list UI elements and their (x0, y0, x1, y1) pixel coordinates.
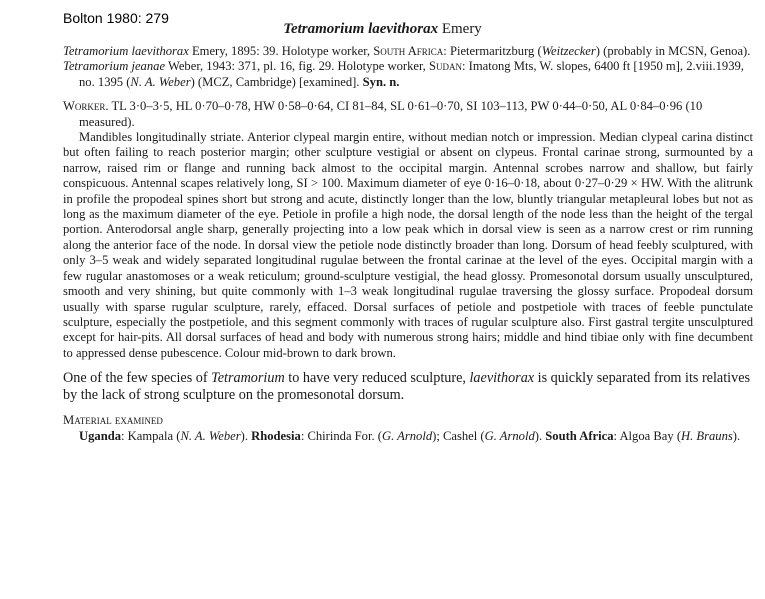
diagnosis-species: laevithorax (469, 370, 535, 387)
material-heading: Material examined (63, 413, 163, 428)
diagnosis-text: One of the few species of (63, 370, 212, 387)
synonym-text: Weber, 1943: 371, pl. 16, fig. 29. Holotype worker, (165, 59, 429, 74)
synonym-text: : Pietermaritzburg ( (443, 44, 542, 58)
species-heading (0, 21, 765, 38)
diagnosis-paragraph (63, 370, 753, 404)
synonym-name: Tetramorium jeanae (63, 59, 166, 74)
heading-author: Emery (438, 21, 482, 37)
synonym-text: ) (MCZ, Cambridge) [examined]. (190, 74, 363, 89)
synonym-status: Syn. n. (362, 74, 400, 89)
material-country: Uganda (79, 428, 121, 443)
material-text: : Chirinda For. ( (300, 428, 382, 443)
synonym-entry (63, 44, 753, 59)
synonym-entry (63, 59, 753, 90)
material-text: ). (240, 428, 252, 443)
material-country: South Africa (545, 428, 614, 443)
citation-label: Bolton 1980: 279 (63, 10, 169, 26)
material-list (63, 429, 753, 444)
document-body (63, 44, 753, 444)
synonym-region: South Africa (373, 44, 444, 58)
material-text: : Algoa Bay ( (613, 428, 682, 443)
synonym-text: : Imatong Mts, W. slopes, 6400 ft [1950 m], 2.viii.1939, no. 1395 ( (79, 59, 744, 89)
synonym-region: Sudan (428, 59, 462, 74)
diagnosis-text: to have very reduced sculpture, (284, 370, 470, 387)
material-collector: H. Brauns (681, 428, 733, 443)
material-country: Rhodesia (251, 428, 301, 443)
synonym-name: Tetramorium laevithorax (63, 44, 189, 58)
worker-label: Worker. (63, 99, 109, 114)
diagnosis-genus: Tetramorium (211, 370, 285, 387)
material-text: ); Cashel ( (432, 428, 485, 443)
material-collector: G. Arnold (484, 428, 535, 443)
material-text: : Kampala ( (121, 428, 181, 443)
synonym-text: Emery, 1895: 39. Holotype worker, (188, 44, 374, 58)
material-collector: N. A. Weber (180, 428, 241, 443)
material-text: ). (534, 428, 546, 443)
synonym-text: ) (probably in MCSN, Genoa). (595, 44, 751, 58)
material-collector: G. Arnold (381, 428, 433, 443)
synonym-collector: N. A. Weber (130, 74, 191, 89)
synonym-collector: Weitzecker (541, 44, 596, 58)
measurements-text: TL 3·0–3·5, HL 0·70–0·78, HW 0·58–0·64, CI 81–84, SL 0·61–0·70, SI 103–113, PW 0·44–0·50, AL 0·84–0·96 (10 measured). (79, 99, 703, 129)
worker-description: Mandibles longitudinally striate. Anterior clypeal margin entire, without median notch or impression. Median clypeal carina distinct but often failing to reach posterior margin; other sculpture vestigial or absent on clypeus. Frontal carinae strong, surmounted by a narrow, raised rim or flange and running back almost to the occipital margin. Antennal scrobes narrow and shallow, but fairly conspicuous. Antennal scapes relatively long, SI > 100. Maximum diameter of eye 0·16–0·18, about 0·27–0·29 × HW. With the alitrunk in profile the propodeal spines short but strong and acute, distinctly longer than the low, bluntly triangular metapleural lobes but not as long as the maximum diameter of the eye. Petiole in profile a high node, the dorsal length of the node less than the height of the tergal portion. Anterodorsal angle sharp, generally projecting into a low peak which in dorsal view is seen as a narrow crest or rim running along the anterior face of the node. In dorsal view the petiole node distinctly broader than long. Dorsum of head feebly sculptured, with only 3–5 weak and widely separated longitudinal rugulae between the frontal carinae at the level of the eyes. Occipital margin with a few rugular anastomoses or a weak reticulum; ground-sculpture vestigial, the head glossy. Promesonotal dorsum usually unsculptured, smooth and very shining, but quite commonly with 1–3 weak longitudinal rugulae traversing the glossy surface. Propodeal dorsum usually with sparse rugular sculpture, rarely, effaced. Dorsal surfaces of petiole and postpetiole with traces of feeble punctulate sculpture, especially the postpetiole, and this segment commonly with traces of rugular sculpture also. First gastral tergite unsculptured except for hair-pits. All dorsal surfaces of head and body with numerous strong hairs; middle and hind tibiae only with fine decumbent to appressed dense pubescence. Colour mid-brown to dark brown. (63, 130, 753, 360)
diagnosis-text: is quickly separated from its relatives by the lack of strong sculpture on the promesonotal dorsum. (63, 370, 751, 404)
material-text: ). (732, 428, 741, 443)
worker-measurements (63, 99, 753, 130)
heading-species-name: Tetramorium laevithorax (283, 21, 439, 37)
